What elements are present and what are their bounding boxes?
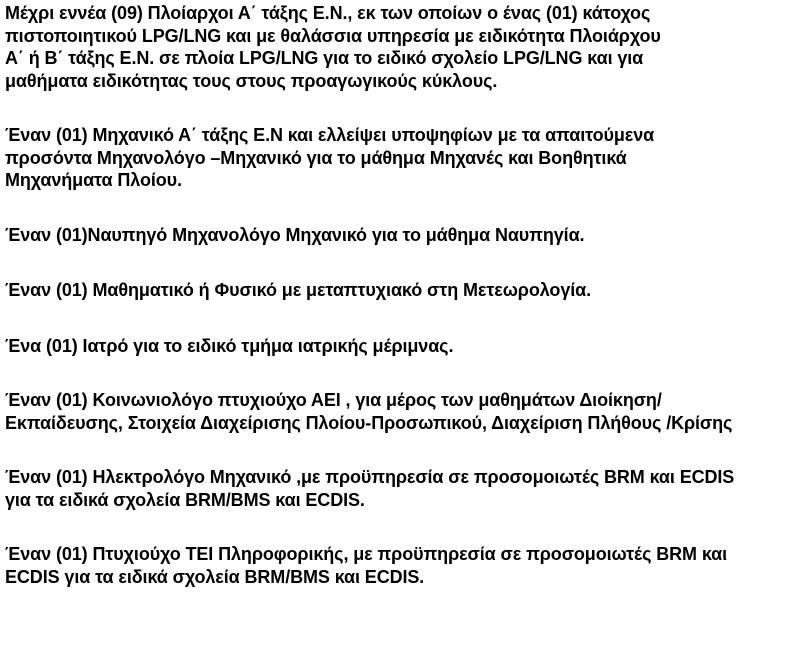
text-line: Έναν (01)Ναυπηγό Μηχανολόγο Μηχανικό για το μάθημα Ναυπηγία. xyxy=(5,224,585,245)
paragraph-naval-architect xyxy=(5,224,805,247)
paragraph-engineer xyxy=(5,124,805,192)
text-line: Ένα (01) Ιατρό για το ειδικό τμήμα ιατρικής μέριμνας. xyxy=(5,335,454,356)
paragraph-electrical-engineer xyxy=(5,466,805,511)
text-line: πιστοποιητικού LPG/LNG και με θαλάσσια υπηρεσία με ειδικότητα Πλοιάρχου xyxy=(5,25,661,46)
text-line: Έναν (01) Πτυχιούχο ΤΕΙ Πληροφορικής, με προϋπηρεσία σε προσομοιωτές BRM και xyxy=(5,544,728,564)
text-line: Έναν (01) Μηχανικό Α΄ τάξης Ε.Ν και ελλείψει υποψηφίων με τα απαιτούμενα xyxy=(5,125,655,145)
text-line: Έναν (01) Κοινωνιολόγο πτυχιούχο ΑΕΙ , για μέρος των μαθημάτων Διοίκηση/ xyxy=(5,390,662,410)
text-line: Έναν (01) Μαθηματικό ή Φυσικό με μεταπτυχιακό στη Μετεωρολογία. xyxy=(5,280,592,300)
text-line: Μέχρι εννέα (09) Πλοίαρχοι Α΄ τάξης Ε.Ν., εκ των οποίων ο ένας (01) κάτοχος xyxy=(5,3,651,23)
paragraph-doctor xyxy=(5,335,805,358)
document-body xyxy=(5,2,805,588)
text-line: Έναν (01) Ηλεκτρολόγο Μηχανικό ,με προϋπηρεσία σε προσομοιωτές BRM και ECDIS xyxy=(5,467,735,487)
text-line: μαθήματα ειδικότητας τους στους προαγωγικούς κύκλους. xyxy=(5,70,498,91)
paragraph-it-graduate xyxy=(5,543,805,588)
paragraph-mathematician xyxy=(5,279,805,302)
text-line: προσόντα Μηχανολόγο –Μηχανικό για το μάθημα Μηχανές και Βοηθητικά xyxy=(5,147,627,168)
text-line: ECDIS για τα ειδικά σχολεία BRM/BMS και ECDIS. xyxy=(5,566,425,587)
text-line: Μηχανήματα Πλοίου. xyxy=(5,170,182,190)
paragraph-ship-captains xyxy=(5,2,805,92)
text-line: Εκπαίδευσης, Στοιχεία Διαχείρισης Πλοίου-Προσωπικού, Διαχείριση Πλήθους /Κρίσης xyxy=(5,412,733,433)
paragraph-sociologist xyxy=(5,389,805,434)
text-line: για τα ειδικά σχολεία BRM/BMS και ECDIS. xyxy=(5,489,365,510)
text-line: Α΄ ή Β΄ τάξης Ε.Ν. σε πλοία LPG/LNG για το ειδικό σχολείο LPG/LNG και για xyxy=(5,48,644,68)
